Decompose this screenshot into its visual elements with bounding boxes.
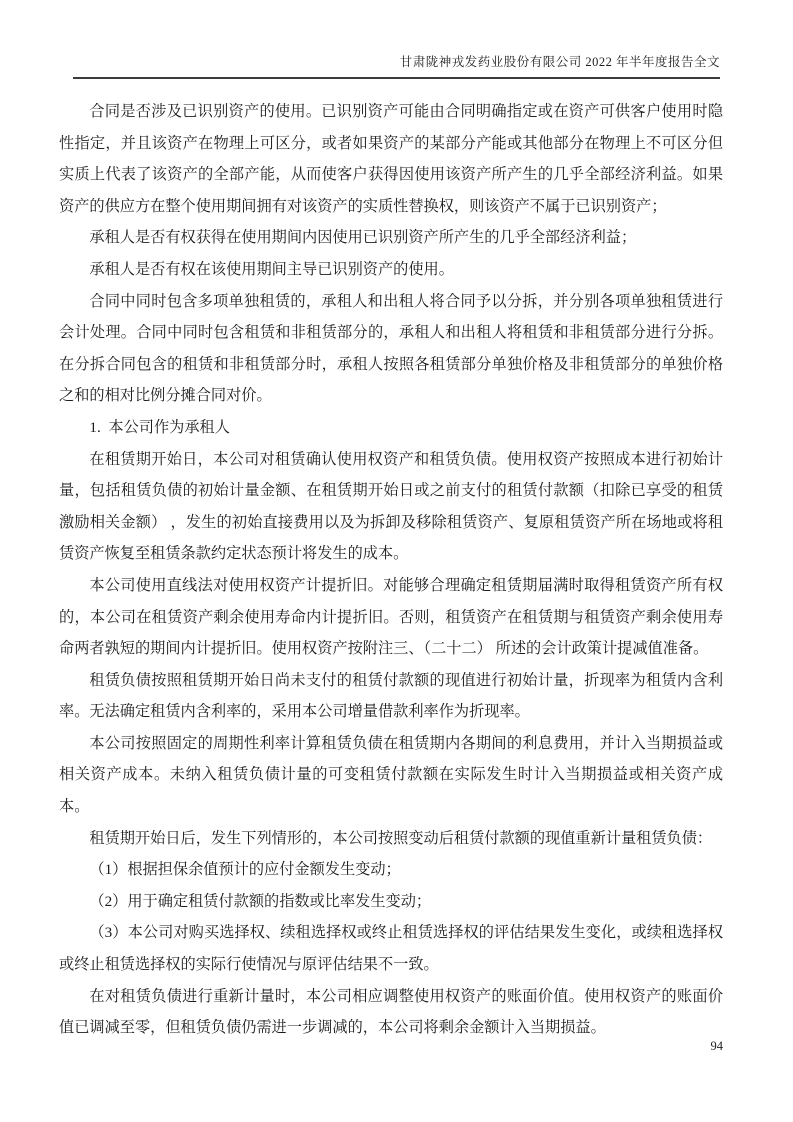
paragraph-remeasurement-intro: 租赁期开始日后，发生下列情形的，本公司按照变动后租赁付款额的现值重新计量租赁负债： (89, 829, 713, 847)
paragraph-identified-asset: 合同是否涉及已识别资产的使用。已识别资产可能由合同明确指定或在资产可供客户使用时隐性指定，并且该资产在物理上可区分，或者如果资产的某部分产能或其他部分在物理上不可区分但实质上代表了该资产的全部产能，从而使客户获得因使用该资产所产生的几乎全部经济利益。如果资产的供应方在整个使用期间拥有对该资产的实质性替换权，则该资产不属于已识别资产； (59, 103, 723, 215)
report-title: 甘肃陇神戎发药业股份有限公司 2022 年半年度报告全文 (399, 55, 720, 69)
paragraph-lease-liability: 租赁负债按照租赁期开始日尚未支付的租赁付款额的现值进行初始计量，折现率为租赁内含利率。无法确定租赁内含利率的，采用本公司增量借款利率作为折现率。 (59, 671, 723, 721)
list-item-1: （1）根据担保余值预计的应付金额发生变动； (89, 861, 401, 879)
paragraph-lessee-direct-use: 承租人是否有权在该使用期间主导已识别资产的使用。 (89, 260, 454, 278)
page-number: 94 (710, 1039, 723, 1053)
paragraph-carrying-amount-adjust: 在对租赁负债进行重新计量时，本公司相应调整使用权资产的账面价值。使用权资产的账面价值已调减至零，但租赁负债仍需进一步调减的，本公司将剩余金额计入当期损益。 (59, 987, 723, 1037)
paragraph-initial-measurement: 在租赁期开始日，本公司对租赁确认使用权资产和租赁负债。使用权资产按照成本进行初始计量，包括租赁负债的初始计量金额、在租赁期开始日或之前支付的租赁付款额（扣除已享受的租赁激励相关金额） ，发生的初始直接费用以及为拆卸及移除租赁资产、复原租赁资产所在场地或将租赁资产恢复至租赁条款约定状态预计将发生的成本。 (59, 450, 723, 563)
list-item-3: （3）本公司对购买选择权、续租选择权或终止租赁选择权的评估结果发生变化，或续租选择权或终止租赁选择权的实际行使情况与原评估结果不一致。 (59, 924, 723, 974)
document-body (59, 96, 723, 1044)
paragraph-depreciation: 本公司使用直线法对使用权资产计提折旧。对能够合理确定租赁期届满时取得租赁资产所有权的，本公司在租赁资产剩余使用寿命内计提折旧。否则，租赁资产在租赁期与租赁资产剩余使用寿命两者孰短的期间内计提折旧。使用权资产按附注三、（二十二） 所述的会计政策计提减值准备。 (59, 576, 723, 658)
paragraph-contract-split: 合同中同时包含多项单独租赁的，承租人和出租人将合同予以分拆，并分别各项单独租赁进行会计处理。合同中同时包含租赁和非租赁部分的，承租人和出租人将租赁和非租赁部分进行分拆。在分拆合同包含的租赁和非租赁部分时，承租人按照各租赁部分单独价格及非租赁部分的单独价格之和的相对比例分摊合同对价。 (59, 292, 723, 405)
paragraph-interest-expense: 本公司按照固定的周期性利率计算租赁负债在租赁期内各期间的利息费用，并计入当期损益或相关资产成本。未纳入租赁负债计量的可变租赁付款额在实际发生时计入当期损益或相关资产成本。 (59, 734, 723, 816)
section-heading-company-as-lessee: 1. 本公司作为承租人 (89, 418, 230, 436)
page-header (73, 52, 720, 79)
paragraph-lessee-benefit: 承租人是否有权获得在使用期间内因使用已识别资产所产生的几乎全部经济利益； (89, 229, 637, 247)
list-item-2: （2）用于确定租赁付款额的指数或比率发生变动； (89, 892, 432, 910)
